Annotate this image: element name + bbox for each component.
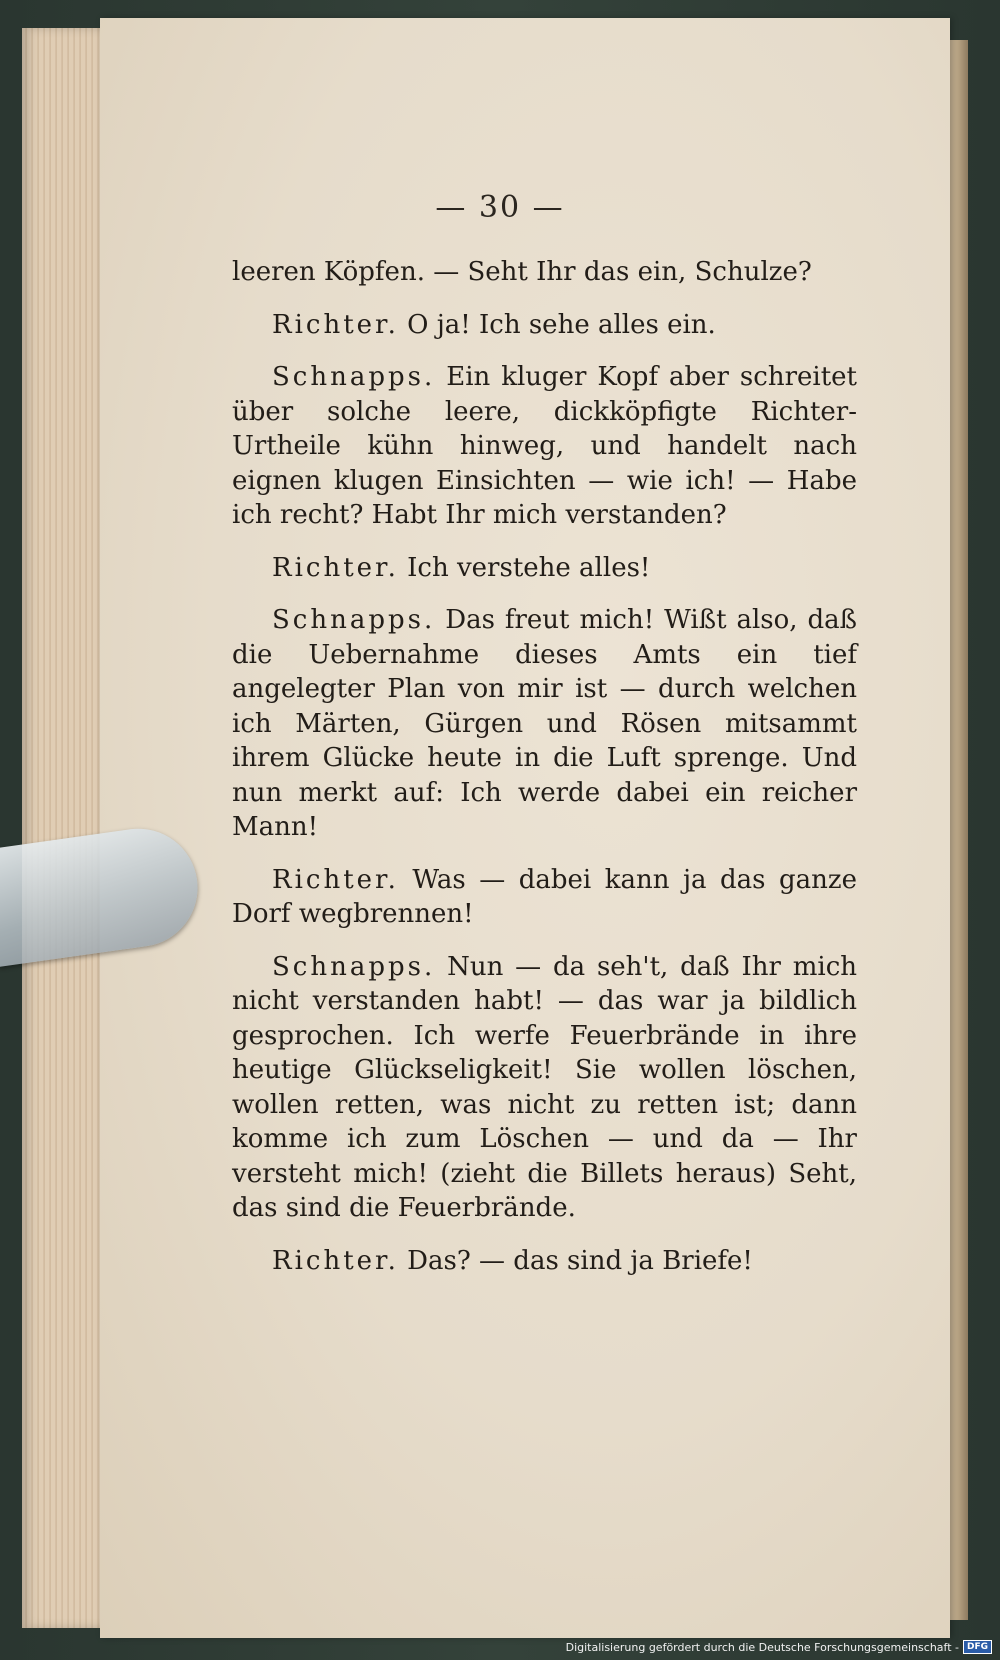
paragraph-text: O ja! Ich sehe alles ein. xyxy=(407,309,716,340)
paragraph-text: Ein kluger Kopf aber schreitet über solche leere, dickköpfigte Richter-Urtheile kühn hinweg, und handelt nach eignen klugen Einsichten — wie ich! — Habe ich recht? Habt Ihr mich verstanden? xyxy=(232,362,857,530)
speaker-label: Richter. xyxy=(272,864,399,895)
paragraph xyxy=(232,1244,857,1279)
footer-credit-text: Digitalisierung gefördert durch die Deutsche Forschungsgemeinschaft - xyxy=(565,1640,959,1654)
dfg-logo: DFG xyxy=(963,1640,992,1654)
page-text xyxy=(232,255,857,1278)
paragraph xyxy=(232,255,857,290)
paragraph xyxy=(232,308,857,343)
paragraph xyxy=(232,863,857,932)
paragraph xyxy=(232,551,857,586)
speaker-label: Schnapps. xyxy=(272,362,436,392)
paragraph xyxy=(232,950,857,1226)
speaker-label: Richter. xyxy=(272,1245,399,1276)
paragraph-text: leeren Köpfen. — Seht Ihr das ein, Schulze? xyxy=(232,257,812,287)
speaker-label: Schnapps. xyxy=(272,605,436,635)
speaker-label: Richter. xyxy=(272,309,399,340)
digitization-footer xyxy=(566,1640,992,1654)
speaker-label: Schnapps. xyxy=(272,951,436,982)
paragraph-text: Das? — das sind ja Briefe! xyxy=(407,1245,753,1276)
page-number: — 30 — xyxy=(435,190,565,225)
paragraph xyxy=(232,360,857,533)
paragraph-text: Nun — da seh't, daß Ihr mich nicht verstanden habt! — das war ja bildlich gesprochen. Ich werfe Feuerbrände in ihre heutige Glückseligkeit! Sie wollen löschen, wollen retten, was nicht zu retten ist; dann komme ich zum Löschen — und da — Ihr versteht mich! (zieht die Billets heraus) Seht, das sind die Feuerbrände. xyxy=(232,951,857,1223)
speaker-label: Richter. xyxy=(272,552,399,583)
paragraph-text: Ich verstehe alles! xyxy=(407,552,651,583)
paragraph-text: Das freut mich! Wißt also, daß die Uebernahme dieses Amts ein tief angelegter Plan von mir ist — durch welchen ich Märten, Gürgen und Rösen mitsammt ihrem Glücke heute in die Luft sprenge. Und nun merkt auf: Ich werde dabei ein reicher Mann! xyxy=(232,605,857,842)
paragraph-text: Was — dabei kann ja das ganze Dorf wegbrennen! xyxy=(232,864,858,929)
paragraph xyxy=(232,603,857,845)
